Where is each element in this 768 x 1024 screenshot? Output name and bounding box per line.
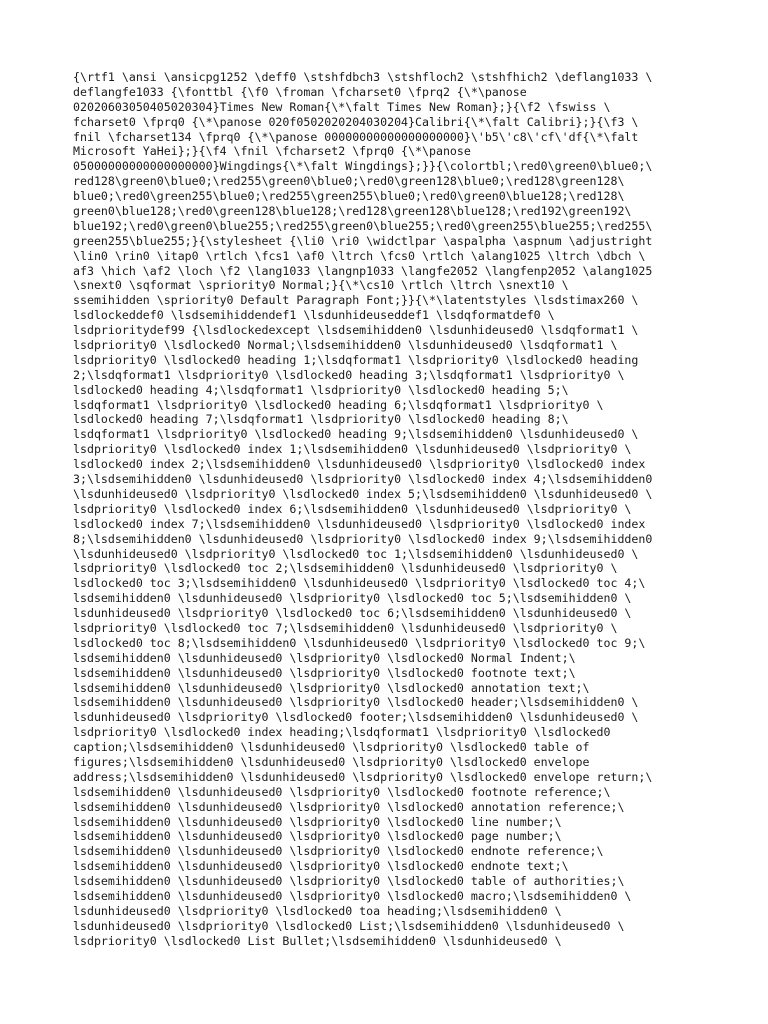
text-line: lsdsemihidden0 \lsdunhideused0 \lsdpriority0 \lsdlocked0 header;\lsdsemihidden0 \ — [73, 695, 639, 710]
text-line: \lsdunhideused0 \lsdpriority0 \lsdlocked0 index 5;\lsdsemihidden0 \lsdunhideused0 \ — [73, 486, 653, 501]
text-line: lsdqformat1 \lsdpriority0 \lsdlocked0 heading 6;\lsdqformat1 \lsdpriority0 \ — [73, 397, 604, 412]
text-line: red128\green0\blue0;\red255\green0\blue0;\red0\green128\blue0;\red128\green128\ — [73, 174, 625, 189]
text-line: \lin0 \rin0 \itap0 \rtlch \fcs1 \af0 \ltrch \fcs0 \rtlch \alang1025 \ltrch \dbch \ — [73, 248, 646, 263]
text-line: lsdsemihidden0 \lsdunhideused0 \lsdpriority0 \lsdlocked0 page number;\ — [73, 829, 562, 844]
text-line: lsdlocked0 index 2;\lsdsemihidden0 \lsdunhideused0 \lsdpriority0 \lsdlocked0 index — [73, 457, 646, 472]
text-line: blue0;\red0\green255\blue0;\red255\green255\blue0;\red0\green0\blue128;\red128\ — [73, 189, 625, 204]
text-line: lsdunhideused0 \lsdpriority0 \lsdlocked0 List;\lsdsemihidden0 \lsdunhideused0 \ — [73, 918, 625, 933]
text-line: af3 \hich \af2 \loch \f2 \lang1033 \langnp1033 \langfe2052 \langfenp2052 \alang1025 — [73, 263, 653, 278]
text-line: lsdsemihidden0 \lsdunhideused0 \lsdpriority0 \lsdlocked0 line number;\ — [73, 814, 562, 829]
text-line: lsdsemihidden0 \lsdunhideused0 \lsdpriority0 \lsdlocked0 footnote reference;\ — [73, 784, 611, 799]
text-line: address;\lsdsemihidden0 \lsdunhideused0 \lsdpriority0 \lsdlocked0 envelope return;\ — [73, 769, 653, 784]
text-line: \lsdunhideused0 \lsdpriority0 \lsdlocked0 toc 1;\lsdsemihidden0 \lsdunhideused0 \ — [73, 546, 639, 561]
text-line: deflangfe1033 {\fonttbl {\f0 \froman \fcharset0 \fprq2 {\*\panose — [73, 84, 527, 99]
text-line: lsdpriority0 \lsdlocked0 index 6;\lsdsemihidden0 \lsdunhideused0 \lsdpriority0 \ — [73, 501, 632, 516]
text-line: caption;\lsdsemihidden0 \lsdunhideused0 \lsdpriority0 \lsdlocked0 table of — [73, 740, 590, 755]
text-line: fnil \fcharset134 \fprq0 {\*\panose 00000000000000000000}\'b5\'c8\'cf\'df{\*\falt — [73, 129, 639, 144]
text-line: lsdunhideused0 \lsdpriority0 \lsdlocked0 footer;\lsdsemihidden0 \lsdunhideused0 \ — [73, 710, 639, 725]
text-line: lsdqformat1 \lsdpriority0 \lsdlocked0 heading 9;\lsdsemihidden0 \lsdunhideused0 \ — [73, 427, 639, 442]
text-line: lsdsemihidden0 \lsdunhideused0 \lsdpriority0 \lsdlocked0 endnote reference;\ — [73, 844, 604, 859]
rtf-source-text — [73, 70, 652, 949]
text-line: \snext0 \sqformat \spriority0 Normal;}{\*\cs10 \rtlch \ltrch \snext10 \ — [73, 278, 569, 293]
text-line: blue192;\red0\green0\blue255;\red255\green0\blue255;\red0\green255\blue255;\red255\ — [73, 218, 653, 233]
text-line: fcharset0 \fprq0 {\*\panose 020f0502020204030204}Calibri{\*\falt Calibri};}{\f3 \ — [73, 114, 639, 129]
text-line: lsdpriority0 \lsdlocked0 toc 7;\lsdsemihidden0 \lsdunhideused0 \lsdpriority0 \ — [73, 620, 618, 635]
text-line: Microsoft YaHei};}{\f4 \fnil \fcharset2 \fprq0 {\*\panose — [73, 144, 471, 159]
text-line: figures;\lsdsemihidden0 \lsdunhideused0 \lsdpriority0 \lsdlocked0 envelope — [73, 754, 590, 769]
text-line: lsdsemihidden0 \lsdunhideused0 \lsdpriority0 \lsdlocked0 Normal Indent;\ — [73, 650, 576, 665]
text-line: lsdsemihidden0 \lsdunhideused0 \lsdpriority0 \lsdlocked0 toc 5;\lsdsemihidden0 \ — [73, 591, 632, 606]
text-line: lsdpriority0 \lsdlocked0 List Bullet;\lsdsemihidden0 \lsdunhideused0 \ — [73, 933, 562, 948]
text-line: lsdlocked0 heading 4;\lsdqformat1 \lsdpriority0 \lsdlocked0 heading 5;\ — [73, 382, 569, 397]
text-line: lsdsemihidden0 \lsdunhideused0 \lsdpriority0 \lsdlocked0 annotation reference;\ — [73, 799, 625, 814]
text-line: green0\blue128;\red0\green128\blue128;\red128\green128\blue128;\red192\green192\ — [73, 204, 632, 219]
text-line: 3;\lsdsemihidden0 \lsdunhideused0 \lsdpriority0 \lsdlocked0 index 4;\lsdsemihidden0 — [73, 472, 653, 487]
text-line: lsdunhideused0 \lsdpriority0 \lsdlocked0 toa heading;\lsdsemihidden0 \ — [73, 903, 562, 918]
text-line: 8;\lsdsemihidden0 \lsdunhideused0 \lsdpriority0 \lsdlocked0 index 9;\lsdsemihidden0 — [73, 531, 653, 546]
text-line: 2;\lsdqformat1 \lsdpriority0 \lsdlocked0 heading 3;\lsdqformat1 \lsdpriority0 \ — [73, 367, 625, 382]
text-line: lsdlockeddef0 \lsdsemihiddendef1 \lsdunhideuseddef1 \lsdqformatdef0 \ — [73, 308, 555, 323]
text-line: lsdpriority0 \lsdlocked0 Normal;\lsdsemihidden0 \lsdunhideused0 \lsdqformat1 \ — [73, 338, 618, 353]
text-line: ssemihidden \spriority0 Default Paragraph Font;}}{\*\latentstyles \lsdstimax260 \ — [73, 293, 639, 308]
text-line: lsdunhideused0 \lsdpriority0 \lsdlocked0 toc 6;\lsdsemihidden0 \lsdunhideused0 \ — [73, 606, 632, 621]
text-line: lsdsemihidden0 \lsdunhideused0 \lsdpriority0 \lsdlocked0 macro;\lsdsemihidden0 \ — [73, 888, 632, 903]
text-line: lsdlocked0 toc 3;\lsdsemihidden0 \lsdunhideused0 \lsdpriority0 \lsdlocked0 toc 4;\ — [73, 576, 646, 591]
text-line: lsdpriority0 \lsdlocked0 heading 1;\lsdqformat1 \lsdpriority0 \lsdlocked0 heading — [73, 352, 639, 367]
text-line: lsdprioritydef99 {\lsdlockedexcept \lsdsemihidden0 \lsdunhideused0 \lsdqformat1 \ — [73, 323, 639, 338]
text-line: lsdlocked0 toc 8;\lsdsemihidden0 \lsdunhideused0 \lsdpriority0 \lsdlocked0 toc 9;\ — [73, 635, 646, 650]
text-line: lsdpriority0 \lsdlocked0 index 1;\lsdsemihidden0 \lsdunhideused0 \lsdpriority0 \ — [73, 442, 632, 457]
text-line: green255\blue255;}{\stylesheet {\li0 \ri0 \widctlpar \aspalpha \aspnum \adjustright — [73, 233, 653, 248]
text-line: lsdlocked0 index 7;\lsdsemihidden0 \lsdunhideused0 \lsdpriority0 \lsdlocked0 index — [73, 516, 646, 531]
text-line: lsdpriority0 \lsdlocked0 toc 2;\lsdsemihidden0 \lsdunhideused0 \lsdpriority0 \ — [73, 561, 618, 576]
text-line: lsdlocked0 heading 7;\lsdqformat1 \lsdpriority0 \lsdlocked0 heading 8;\ — [73, 412, 569, 427]
text-line: lsdsemihidden0 \lsdunhideused0 \lsdpriority0 \lsdlocked0 footnote text;\ — [73, 665, 576, 680]
text-line: {\rtf1 \ansi \ansicpg1252 \deff0 \stshfdbch3 \stshfloch2 \stshfhich2 \deflang1033 \ — [73, 70, 653, 84]
text-line: lsdsemihidden0 \lsdunhideused0 \lsdpriority0 \lsdlocked0 table of authorities;\ — [73, 874, 625, 889]
text-line: lsdsemihidden0 \lsdunhideused0 \lsdpriority0 \lsdlocked0 annotation text;\ — [73, 680, 590, 695]
text-line: 05000000000000000000}Wingdings{\*\falt Wingdings};}}{\colortbl;\red0\green0\blue0;\ — [73, 159, 653, 174]
text-line: 02020603050405020304}Times New Roman{\*\falt Times New Roman};}{\f2 \fswiss \ — [73, 99, 611, 114]
text-line: lsdpriority0 \lsdlocked0 index heading;\lsdqformat1 \lsdpriority0 \lsdlocked0 — [73, 725, 611, 740]
text-line: lsdsemihidden0 \lsdunhideused0 \lsdpriority0 \lsdlocked0 endnote text;\ — [73, 859, 569, 874]
